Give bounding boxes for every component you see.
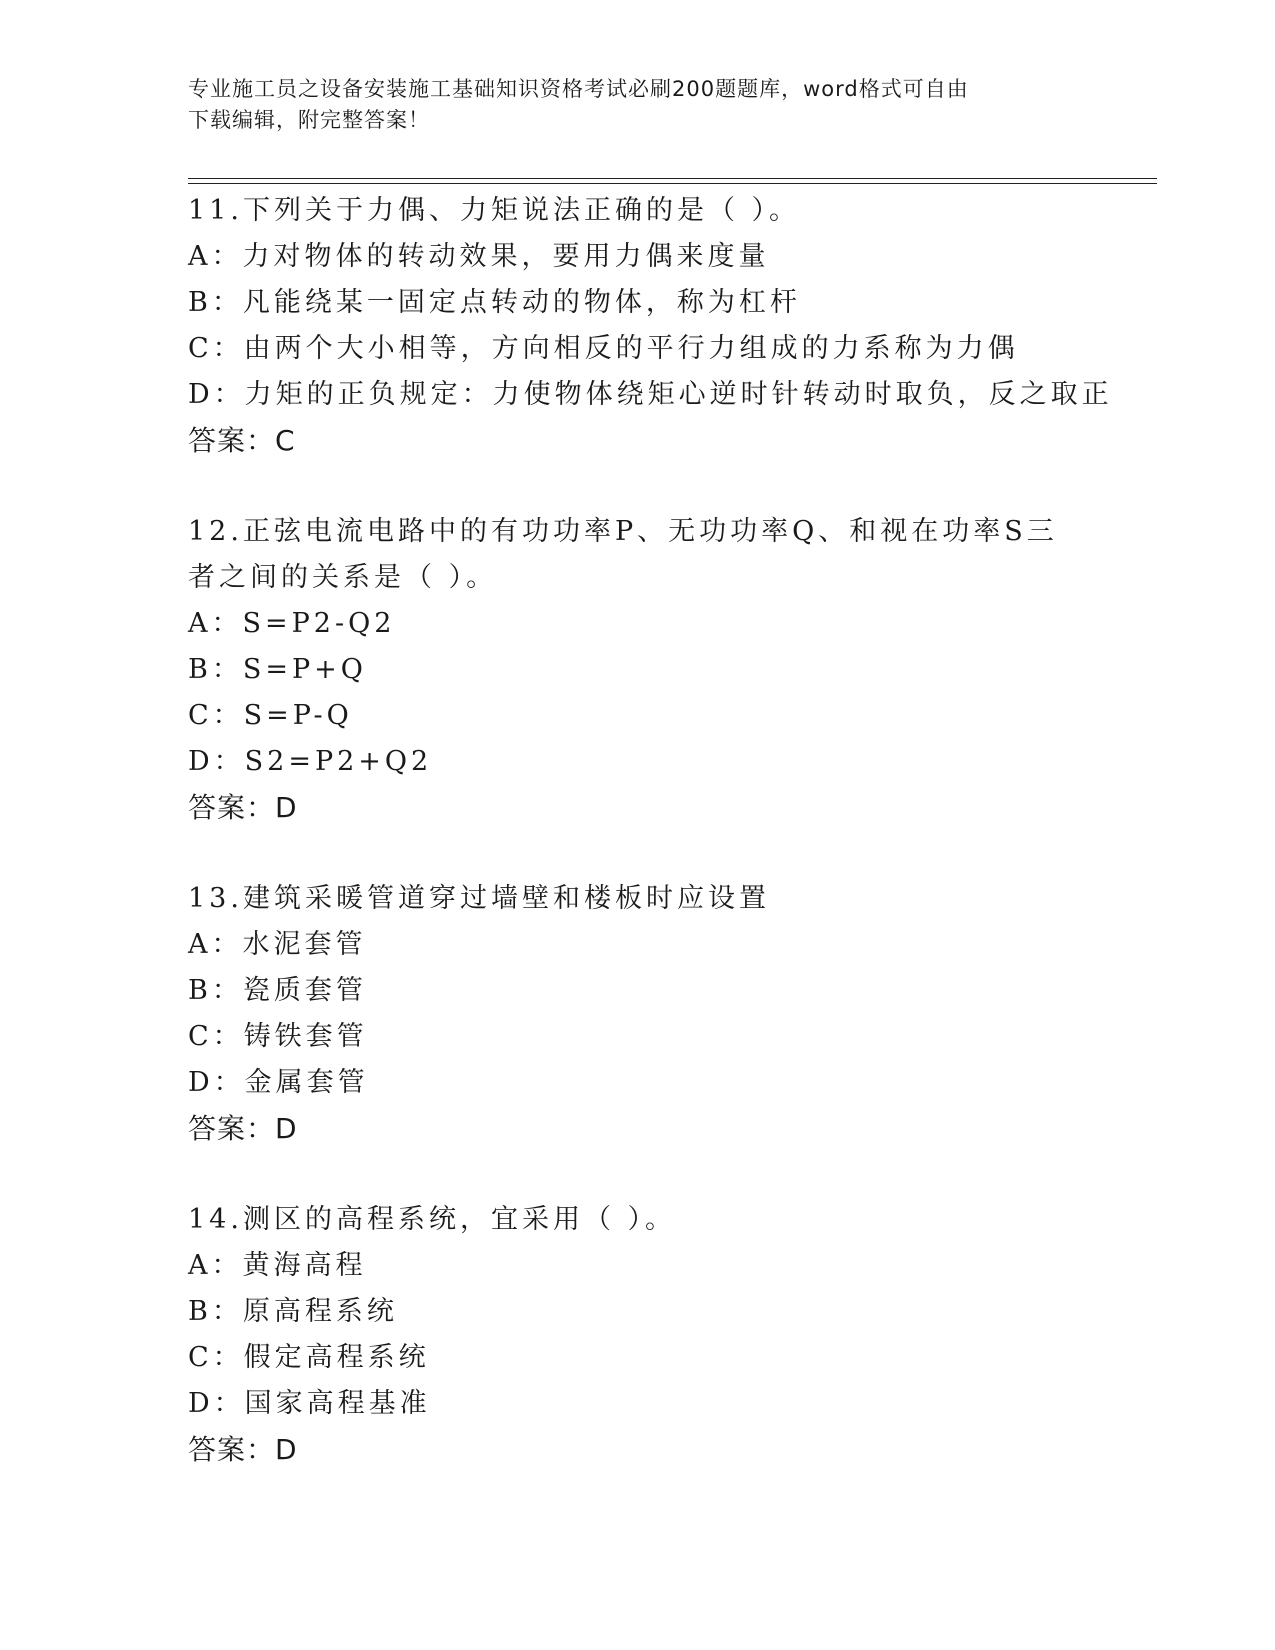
header-line-2: 下载编辑，附完整答案！: [188, 108, 430, 132]
header-line-1: 专业施工员之设备安装施工基础知识资格考试必刷200题题库，word格式可自由: [188, 77, 969, 101]
question-list: [188, 188, 1113, 1473]
question-spacer: [188, 464, 1088, 509]
option-b: B：凡能绕某一固定点转动的物体，称为杠杆: [188, 287, 801, 318]
question-12: [188, 509, 1088, 831]
option-d: D：S2=P2+Q2: [188, 746, 433, 777]
answer-line: 答案：D: [188, 1112, 298, 1145]
question-spacer: [188, 831, 1088, 876]
option-c: C：假定高程系统: [188, 1342, 430, 1373]
option-a: A：力对物体的转动效果，要用力偶来度量: [188, 241, 770, 272]
header-divider-bottom: [188, 183, 1157, 184]
option-b: B：原高程系统: [188, 1296, 398, 1327]
option-a: A：黄海高程: [188, 1250, 367, 1281]
header-divider-top: [188, 178, 1157, 179]
answer-line: 答案：D: [188, 791, 298, 824]
question-11: [188, 188, 1113, 464]
option-d: D：力矩的正负规定：力使物体绕矩心逆时针转动时取负，反之取正: [188, 379, 1113, 410]
option-d: D：金属套管: [188, 1067, 369, 1098]
option-c: C：由两个大小相等，方向相反的平行力组成的力系称为力偶: [188, 333, 1019, 364]
answer-line: 答案：D: [188, 1433, 298, 1466]
question-13: [188, 876, 1088, 1152]
option-c: C：铸铁套管: [188, 1021, 368, 1052]
option-c: C：S=P-Q: [188, 700, 353, 731]
question-stem: 12.正弦电流电路中的有功功率P、无功功率Q、和视在功率S三者之间的关系是（ ）。: [188, 516, 1058, 593]
document-header: [188, 74, 1088, 136]
question-stem: 13.建筑采暖管道穿过墙壁和楼板时应设置: [188, 883, 770, 914]
option-b: B：瓷质套管: [188, 975, 367, 1006]
option-a: A：水泥套管: [188, 929, 367, 960]
option-b: B：S=P+Q: [188, 654, 367, 685]
question-stem: 14.测区的高程系统，宜采用（ ）。: [188, 1204, 677, 1235]
question-stem: 11.下列关于力偶、力矩说法正确的是（ ）。: [188, 195, 801, 226]
option-d: D：国家高程基准: [188, 1388, 431, 1419]
answer-line: 答案：C: [188, 424, 296, 457]
question-14: [188, 1197, 1088, 1473]
option-a: A：S=P2-Q2: [188, 608, 396, 639]
question-spacer: [188, 1152, 1088, 1197]
